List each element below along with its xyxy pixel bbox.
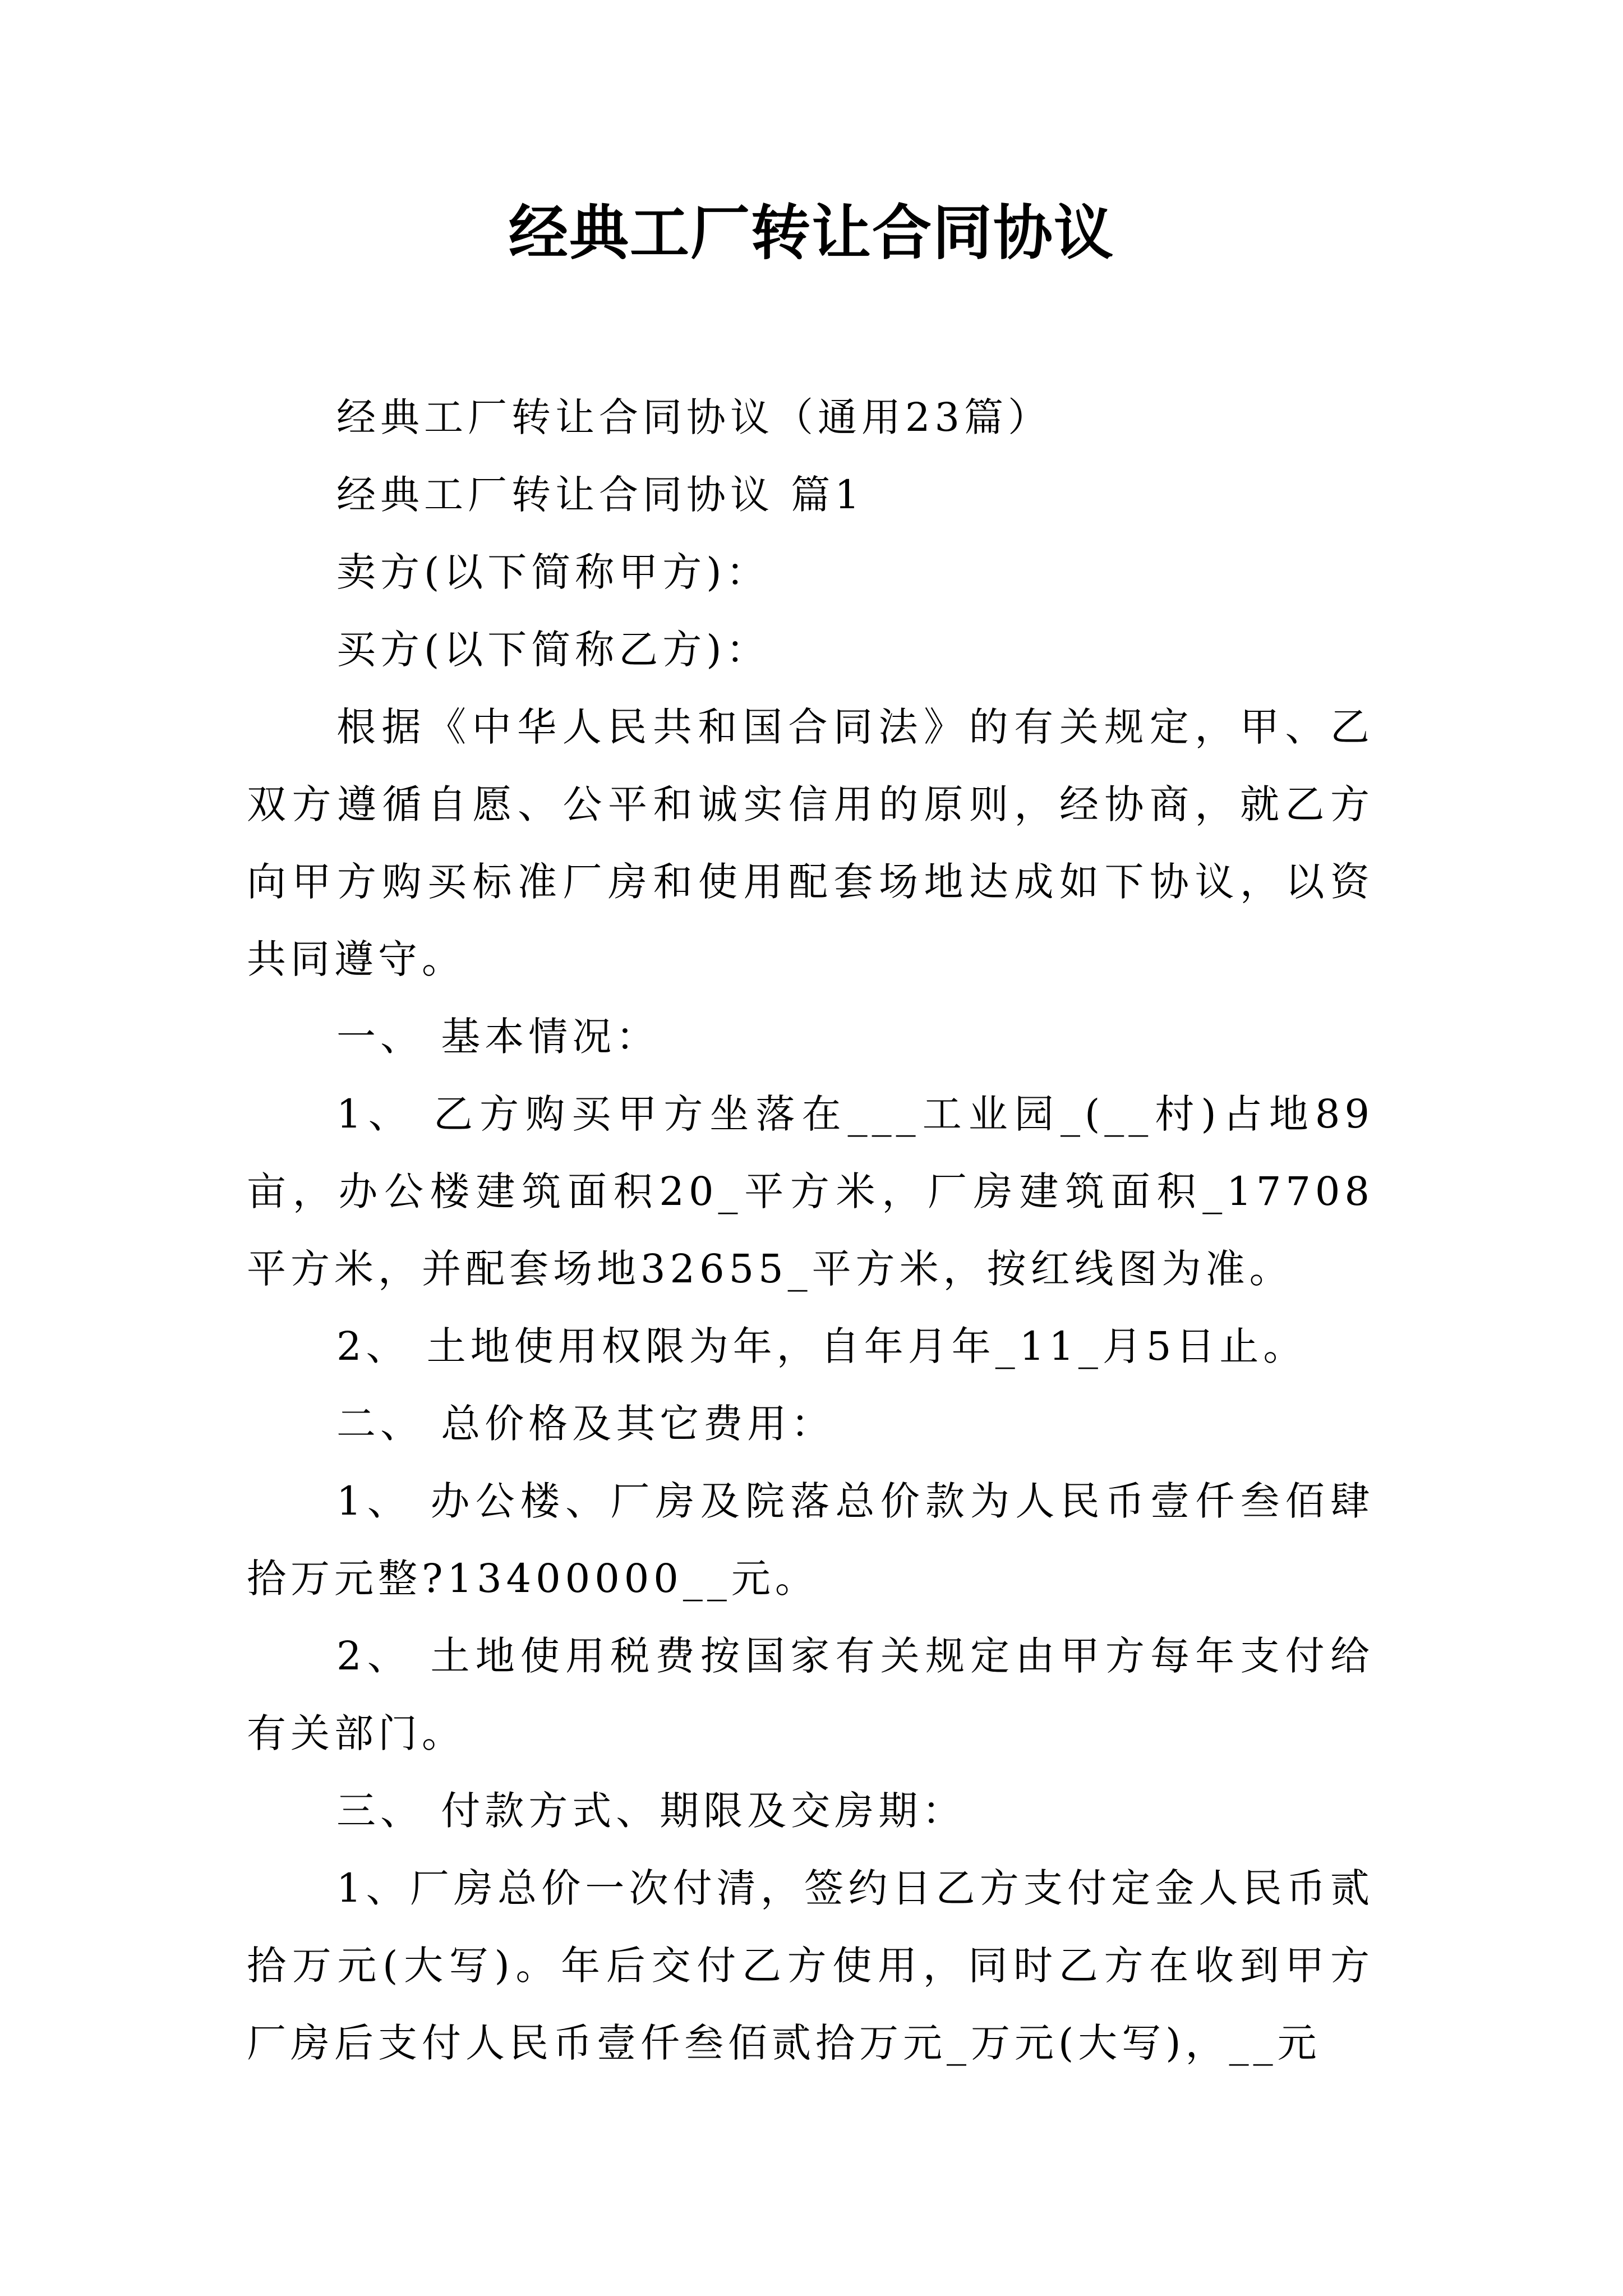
paragraph-clause-1-2: 2、 土地使用权限为年，自年月年_11_月5日止。 (336, 1323, 1307, 1369)
document-body (247, 379, 1374, 2082)
paragraph-clause-2-1: 1、 办公楼、厂房及院落总价款为人民币壹仟叁佰肆拾万元整?13400000__元。 (247, 1478, 1374, 1602)
paragraph-preamble: 根据《中华人民共和国合同法》的有关规定，甲、乙双方遵循自愿、公平和诚实信用的原则，经协商，就乙方向甲方购买标准厂房和使用配套场地达成如下协议，以资共同遵守。 (247, 704, 1374, 982)
document-title: 经典工厂转让合同协议 (509, 197, 1114, 268)
paragraph-heading-payment: 三、 付款方式、期限及交房期： (336, 1788, 966, 1834)
paragraph-clause-2-2: 2、 土地使用税费按国家有关规定由甲方每年支付给有关部门。 (247, 1633, 1374, 1756)
paragraph-clause-1-1: 1、 乙方购买甲方坐落在___工业园_(__村)占地89亩，办公楼建筑面积20_平方米，厂房建筑面积_17708平方米，并配套场地32655_平方米，按红线图为准。 (247, 1091, 1374, 1292)
paragraph-subtitle: 经典工厂转让合同协议（通用23篇） (336, 394, 1052, 440)
paragraph-buyer: 买方(以下简称乙方)： (336, 627, 770, 673)
paragraph-seller: 卖方(以下简称甲方)： (336, 549, 770, 595)
paragraph-heading-basic-info: 一、 基本情况： (336, 1014, 660, 1060)
paragraph-heading-price: 二、 总价格及其它费用： (336, 1401, 835, 1447)
paragraph-clause-3-1: 1、厂房总价一次付清，签约日乙方支付定金人民币贰拾万元(大写)。年后交付乙方使用，同时乙方在收到甲方厂房后支付人民币壹仟叁佰贰拾万元_万元(大写)，__元 (247, 1865, 1374, 2066)
paragraph-section-heading: 经典工厂转让合同协议 篇1 (336, 472, 864, 518)
